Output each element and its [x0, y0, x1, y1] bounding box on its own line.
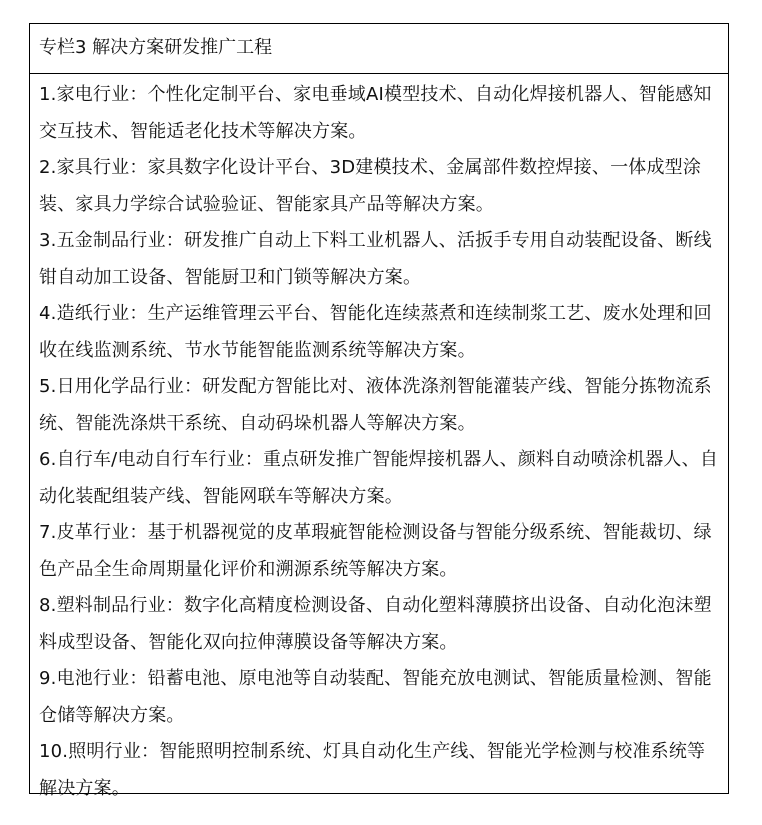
list-item-battery: 9.电池行业：铅蓄电池、原电池等自动装配、智能充放电测试、智能质量检测、智能仓储等解决方案。 [39, 668, 712, 726]
list-item-papermaking: 4.造纸行业：生产运维管理云平台、智能化连续蒸煮和连续制浆工艺、废水处理和回收在线监测系统、节水节能智能监测系统等解决方案。 [39, 303, 712, 361]
list-item-home-appliance: 1.家电行业：个性化定制平台、家电垂域AI模型技术、自动化焊接机器人、智能感知交互技术、智能适老化技术等解决方案。 [39, 84, 712, 142]
list-item-furniture: 2.家具行业：家具数字化设计平台、3D建模技术、金属部件数控焊接、一体成型涂装、家具力学综合试验验证、智能家具产品等解决方案。 [39, 157, 702, 215]
feature-box [29, 23, 729, 799]
list-item-lighting: 10.照明行业：智能照明控制系统、灯具自动化生产线、智能光学检测与校准系统等解决方案。 [39, 741, 706, 799]
list-item-bicycle: 6.自行车/电动自行车行业：重点研发推广智能焊接机器人、颜料自动喷涂机器人、自动化装配组装产线、智能网联车等解决方案。 [39, 449, 719, 507]
list-item-daily-chemicals: 5.日用化学品行业：研发配方智能比对、液体洗涤剂智能灌装产线、智能分拣物流系统、智能洗涤烘干系统、自动码垛机器人等解决方案。 [39, 376, 712, 434]
box-title: 专栏3 解决方案研发推广工程 [30, 24, 728, 74]
list-item-plastics: 8.塑料制品行业：数字化高精度检测设备、自动化塑料薄膜挤出设备、自动化泡沫塑料成型设备、智能化双向拉伸薄膜设备等解决方案。 [39, 595, 712, 653]
list-item-leather: 7.皮革行业：基于机器视觉的皮革瑕疵智能检测设备与智能分级系统、智能裁切、绿色产品全生命周期量化评价和溯源系统等解决方案。 [39, 522, 712, 580]
box-body [30, 74, 728, 807]
list-item-hardware: 3.五金制品行业：研发推广自动上下料工业机器人、活扳手专用自动装配设备、断线钳自动加工设备、智能厨卫和门锁等解决方案。 [39, 230, 712, 288]
